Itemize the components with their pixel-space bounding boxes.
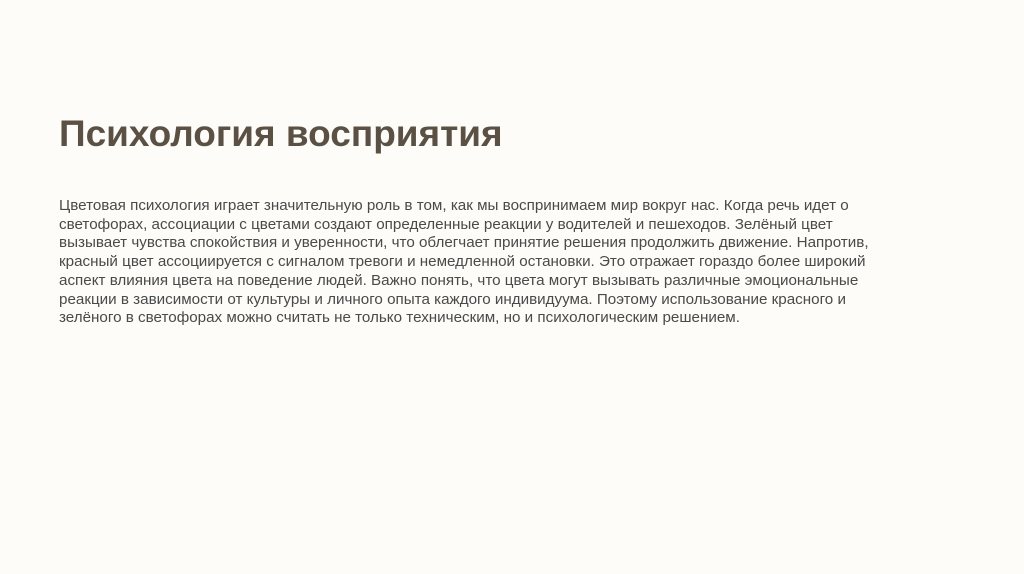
body-line: светофорах, ассоциации с цветами создают определенные реакции у водителей и пешеходов. Зелёный цвет xyxy=(59,215,833,233)
slide-body-text xyxy=(59,197,929,328)
body-line: красный цвет ассоциируется с сигналом тревоги и немедленной остановки. Это отражает гораздо более широкий xyxy=(59,253,866,271)
body-line: зелёного в светофорах можно считать не только техническим, но и психологическим решением. xyxy=(59,309,740,327)
slide-title: Психология восприятия xyxy=(59,113,503,154)
body-line: реакции в зависимости от культуры и личного опыта каждого индивидуума. Поэтому использование красного и xyxy=(59,290,846,308)
body-line: вызывает чувства спокойствия и уверенности, что облегчает принятие решения продолжить движение. Напротив, xyxy=(59,234,869,252)
body-line: аспект влияния цвета на поведение людей. Важно понять, что цвета могут вызывать различные эмоциональные xyxy=(59,271,859,289)
body-line: Цветовая психология играет значительную роль в том, как мы воспринимаем мир вокруг нас. Когда речь идет о xyxy=(59,197,849,214)
